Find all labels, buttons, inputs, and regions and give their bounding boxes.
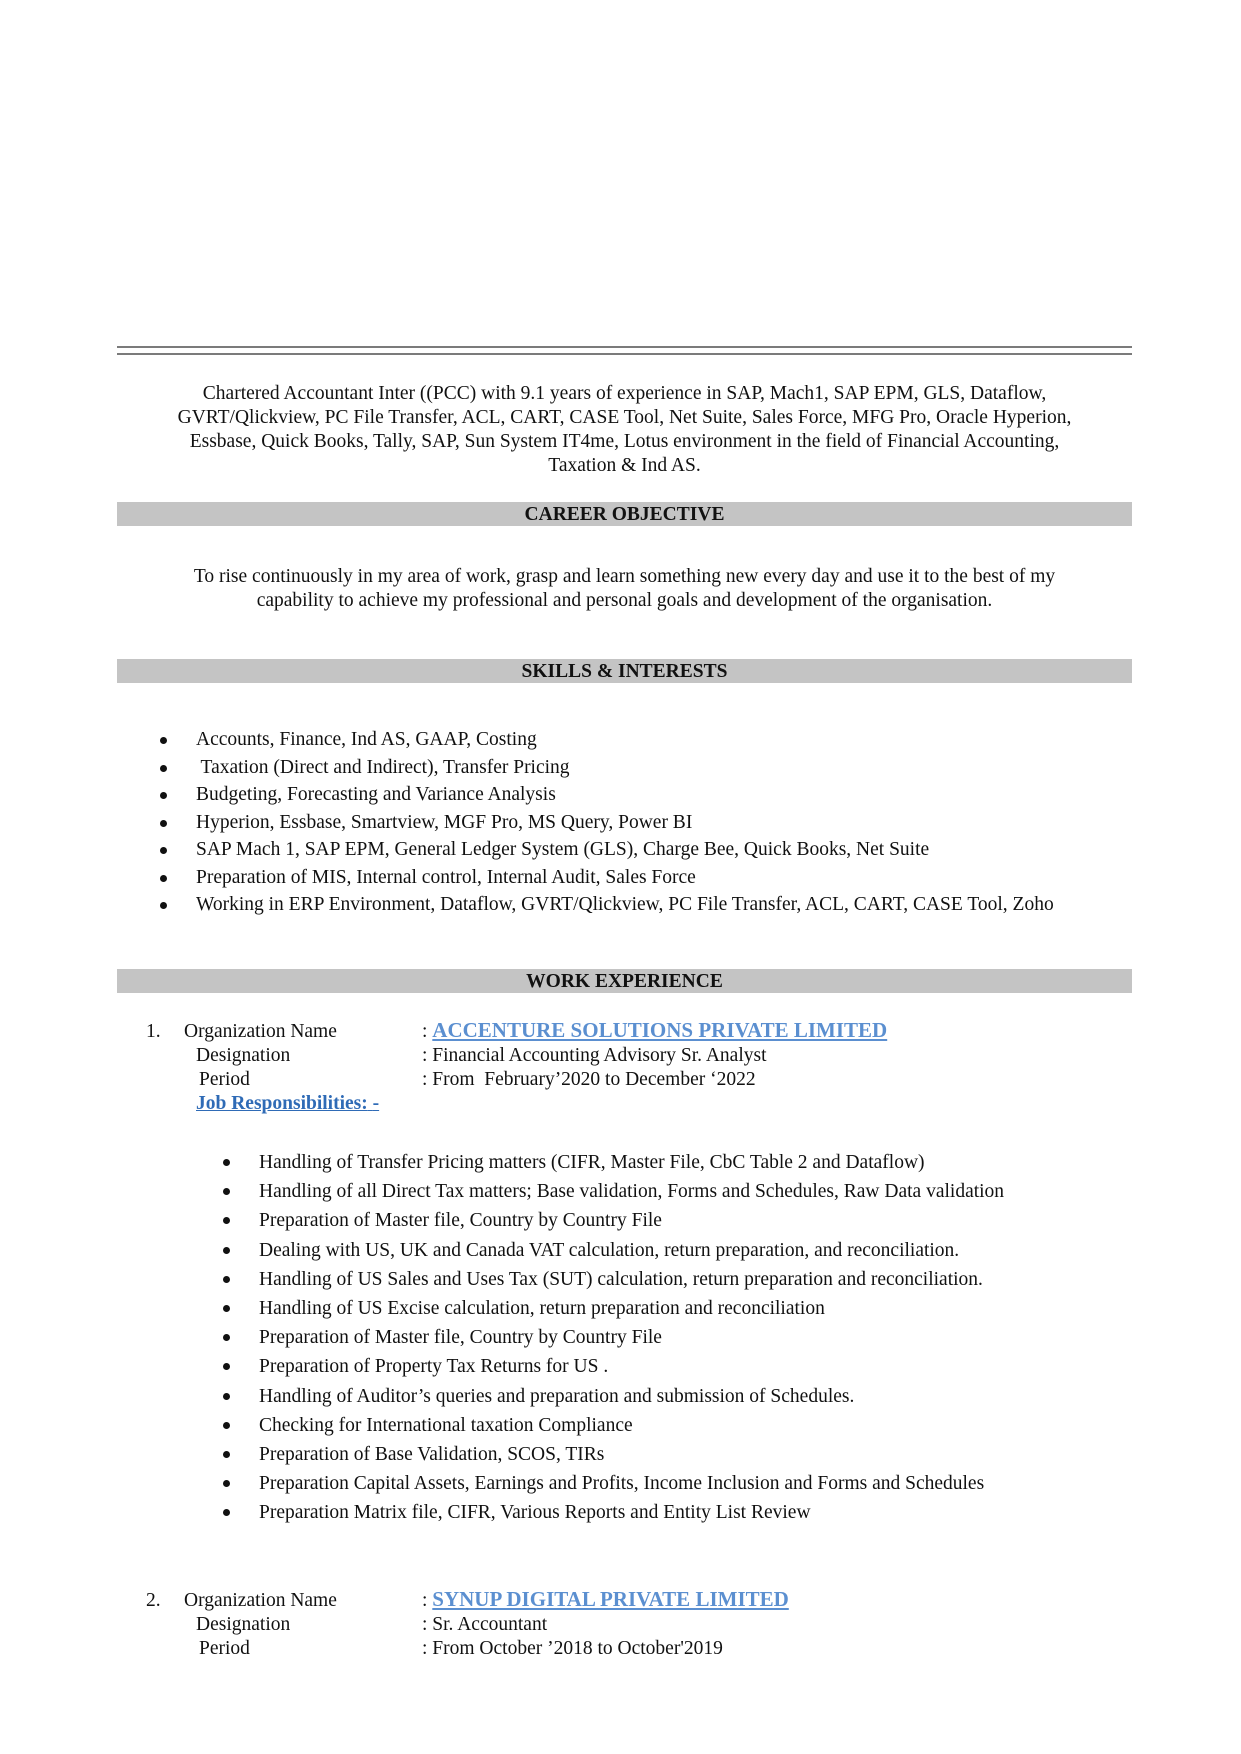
designation-label: Designation xyxy=(196,1614,291,1635)
entry-number: 2. xyxy=(146,1590,161,1611)
org-name-label: Organization Name xyxy=(184,1021,337,1042)
objective-line: To rise continuously in my area of work, grasp and learn something new every day and use it to the best of my xyxy=(193,566,1056,587)
list-item xyxy=(223,1440,1123,1469)
entry-number: 1. xyxy=(146,1021,161,1042)
list-item xyxy=(223,1323,1123,1352)
bullet-icon xyxy=(223,1509,230,1516)
experience-entry-1 xyxy=(0,1020,1241,1120)
skill-text: Accounts, Finance, Ind AS, GAAP, Costing xyxy=(196,729,537,750)
responsibility-text: Preparation Matrix file, CIFR, Various Reports and Entity List Review xyxy=(259,1502,811,1524)
responsibility-text: Preparation Capital Assets, Earnings and Profits, Income Inclusion and Forms and Schedules xyxy=(259,1473,985,1495)
company-link[interactable]: SYNUP DIGITAL PRIVATE LIMITED xyxy=(432,1587,789,1611)
list-item xyxy=(223,1294,1123,1323)
period-value: : From October ’2018 to October'2019 xyxy=(422,1638,723,1659)
skill-text: Taxation (Direct and Indirect), Transfer Pricing xyxy=(196,756,570,778)
colon: : xyxy=(422,1590,428,1611)
list-item xyxy=(160,809,1110,837)
list-item xyxy=(223,1206,1123,1235)
period-label: Period xyxy=(199,1638,250,1659)
experience-entry-2 xyxy=(0,1589,1241,1669)
list-item xyxy=(223,1469,1123,1498)
list-item xyxy=(223,1382,1123,1411)
bullet-icon xyxy=(160,902,167,909)
bullet-icon xyxy=(223,1159,230,1166)
bullet-icon xyxy=(223,1247,230,1254)
bullet-icon xyxy=(223,1217,230,1224)
job-responsibilities-label[interactable]: Job Responsibilities: xyxy=(196,1093,368,1114)
skill-text: SAP Mach 1, SAP EPM, General Ledger System (GLS), Charge Bee, Quick Books, Net Suite xyxy=(196,839,930,860)
skills-list xyxy=(160,726,1110,917)
section-heading-work-experience: WORK EXPERIENCE xyxy=(117,969,1132,993)
summary-line: Essbase, Quick Books, Tally, SAP, Sun System IT4me, Lotus environment in the field of Financial Accounting, xyxy=(189,431,1060,452)
summary-line: Chartered Accountant Inter ((PCC) with 9.1 years of experience in SAP, Mach1, SAP EPM, GLS, Dataflow, xyxy=(202,383,1047,404)
list-item xyxy=(160,781,1110,809)
list-item xyxy=(223,1177,1123,1206)
skill-text: Hyperion, Essbase, Smartview, MGF Pro, MS Query, Power BI xyxy=(196,811,693,833)
objective-line: capability to achieve my professional and personal goals and development of the organisation. xyxy=(256,590,993,611)
designation-label: Designation xyxy=(196,1045,291,1066)
company-name-row xyxy=(422,1587,789,1613)
designation-value: : Financial Accounting Advisory Sr. Analyst xyxy=(422,1045,767,1066)
summary-line: GVRT/Qlickview, PC File Transfer, ACL, CART, CASE Tool, Net Suite, Sales Force, MFG Pro, Oracle Hyperion, xyxy=(177,407,1072,428)
bullet-icon xyxy=(223,1363,230,1370)
list-item xyxy=(160,836,1110,864)
bullet-icon xyxy=(223,1451,230,1458)
list-item xyxy=(223,1265,1123,1294)
responsibility-text: Preparation of Property Tax Returns for US . xyxy=(259,1356,609,1378)
section-heading-skills: SKILLS & INTERESTS xyxy=(117,659,1132,683)
list-item xyxy=(223,1236,1123,1265)
bullet-icon xyxy=(160,792,167,799)
bullet-icon xyxy=(223,1480,230,1487)
period-value: : From February’2020 to December ‘2022 xyxy=(422,1069,756,1090)
responsibility-text: Preparation of Master file, Country by Country File xyxy=(259,1327,662,1349)
colon: : xyxy=(422,1021,428,1042)
list-item xyxy=(223,1411,1123,1440)
list-item xyxy=(160,726,1110,754)
bullet-icon xyxy=(160,820,167,827)
bullet-icon xyxy=(160,847,167,854)
job-responsibilities-heading[interactable] xyxy=(196,1092,379,1116)
header-rule-top xyxy=(117,346,1132,348)
profile-summary xyxy=(125,382,1124,478)
bullet-icon xyxy=(223,1188,230,1195)
bullet-icon xyxy=(223,1334,230,1341)
responsibility-text: Checking for International taxation Compliance xyxy=(259,1414,633,1436)
responsibility-text: Handling of Auditor’s queries and preparation and submission of Schedules. xyxy=(259,1385,855,1407)
company-link[interactable]: ACCENTURE SOLUTIONS PRIVATE LIMITED xyxy=(432,1018,888,1042)
responsibility-text: Handling of US Sales and Uses Tax (SUT) calculation, return preparation and reconciliation. xyxy=(259,1268,983,1290)
header-rule-bottom xyxy=(117,353,1132,355)
section-heading-career-objective: CAREER OBJECTIVE xyxy=(117,502,1132,526)
company-name-row xyxy=(422,1018,887,1044)
dash: - xyxy=(372,1093,380,1114)
bullet-icon xyxy=(223,1393,230,1400)
responsibility-text: Handling of Transfer Pricing matters (CIFR, Master File, CbC Table 2 and Dataflow) xyxy=(259,1152,925,1173)
list-item xyxy=(160,893,1110,917)
org-name-label: Organization Name xyxy=(184,1590,337,1611)
responsibility-text: Preparation of Base Validation, SCOS, TIRs xyxy=(259,1444,605,1466)
list-item xyxy=(160,864,1110,892)
bullet-icon xyxy=(223,1305,230,1312)
list-item xyxy=(160,754,1110,782)
responsibility-text: Dealing with US, UK and Canada VAT calculation, return preparation, and reconciliation. xyxy=(259,1239,960,1261)
bullet-icon xyxy=(160,737,167,744)
bullet-icon xyxy=(160,875,167,882)
summary-line: Taxation & Ind AS. xyxy=(548,455,701,476)
responsibility-text: Preparation of Master file, Country by Country File xyxy=(259,1210,662,1232)
responsibilities-list xyxy=(223,1148,1123,1528)
designation-value: : Sr. Accountant xyxy=(422,1614,548,1635)
bullet-icon xyxy=(223,1422,230,1429)
responsibility-text: Handling of all Direct Tax matters; Base validation, Forms and Schedules, Raw Data validation xyxy=(259,1181,1005,1203)
list-item xyxy=(223,1498,1123,1527)
skill-text: Preparation of MIS, Internal control, Internal Audit, Sales Force xyxy=(196,866,696,888)
skill-text: Budgeting, Forecasting and Variance Analysis xyxy=(196,784,556,805)
skill-text: Working in ERP Environment, Dataflow, GVRT/Qlickview, PC File Transfer, ACL, CART, CASE Tool, Zoho xyxy=(196,894,1054,915)
bullet-icon xyxy=(223,1276,230,1283)
bullet-icon xyxy=(160,765,167,772)
career-objective-text xyxy=(125,565,1124,613)
responsibility-text: Handling of US Excise calculation, return preparation and reconciliation xyxy=(259,1298,825,1320)
period-label: Period xyxy=(199,1069,250,1090)
list-item xyxy=(223,1148,1123,1177)
list-item xyxy=(223,1352,1123,1381)
